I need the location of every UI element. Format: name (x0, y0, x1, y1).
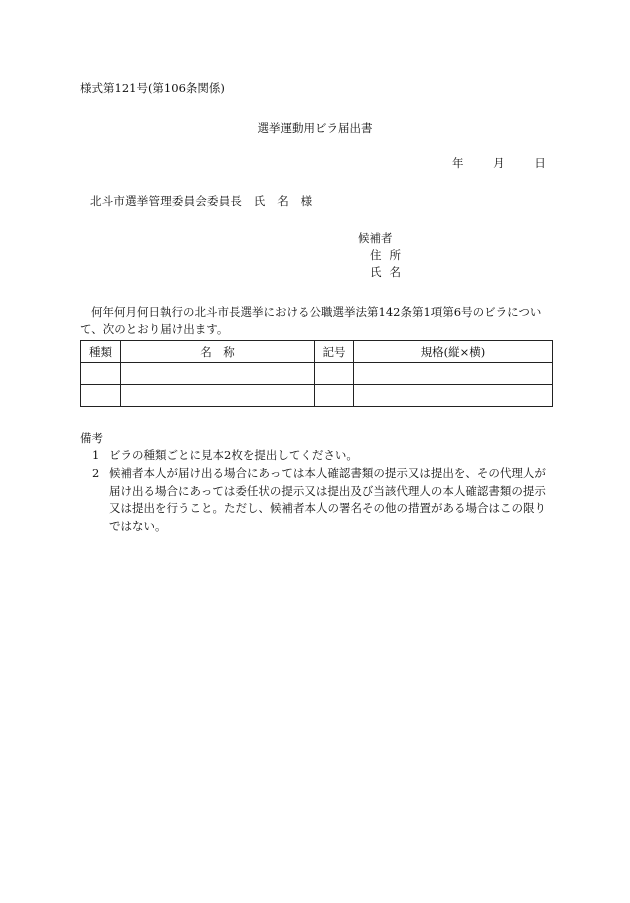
remark-number: 1 (92, 448, 100, 462)
remark-text: 候補者本人が届け出る場合にあっては本人確認書類の提示又は提出を、その代理人が届け出る場合にあっては委任状の提示又は提出及び当該代理人の本人確認書類の提示又は提出を行うこと。ただし、候補者本人の署名その他の措置がある場合はこの限りではない。 (109, 466, 546, 533)
header-name: 名 称 (121, 341, 315, 363)
table-cell[interactable] (354, 385, 553, 407)
remark-number: 2 (92, 466, 100, 480)
header-size: 規格(縦×横) (354, 341, 553, 363)
table-cell[interactable] (81, 363, 121, 385)
table-cell[interactable] (121, 363, 315, 385)
header-type: 種類 (81, 341, 121, 363)
date-day: 日 (534, 156, 546, 170)
candidate-label: 候補者 (358, 231, 393, 245)
item-table (80, 340, 553, 407)
table-cell[interactable] (354, 363, 553, 385)
table-row (81, 385, 553, 407)
table-cell[interactable] (81, 385, 121, 407)
date-month: 月 (493, 156, 505, 170)
remarks-title: 備考 (80, 431, 103, 445)
remark-text: ビラの種類ごとに見本2枚を提出してください。 (109, 448, 358, 462)
date-line (452, 155, 546, 171)
form-number: 様式第121号(第106条関係) (80, 81, 225, 95)
candidate-block (358, 230, 409, 281)
table-cell[interactable] (121, 385, 315, 407)
header-symbol: 記号 (315, 341, 354, 363)
table-header-row (81, 341, 553, 363)
addressee: 北斗市選挙管理委員会委員長 氏 名 様 (90, 194, 313, 208)
date-year: 年 (452, 156, 464, 170)
candidate-name-label: 氏名 (370, 265, 409, 279)
remark-item (92, 465, 552, 535)
candidate-address-label: 住所 (370, 248, 409, 262)
table-cell[interactable] (315, 363, 354, 385)
remark-item (92, 447, 552, 465)
table-cell[interactable] (315, 385, 354, 407)
document-title: 選挙運動用ビラ届出書 (257, 121, 373, 135)
body-text: 何年何月何日執行の北斗市長選挙における公職選挙法第142条第1項第6号のビラについて、次のとおり届け出ます。 (80, 305, 542, 336)
table-row (81, 363, 553, 385)
